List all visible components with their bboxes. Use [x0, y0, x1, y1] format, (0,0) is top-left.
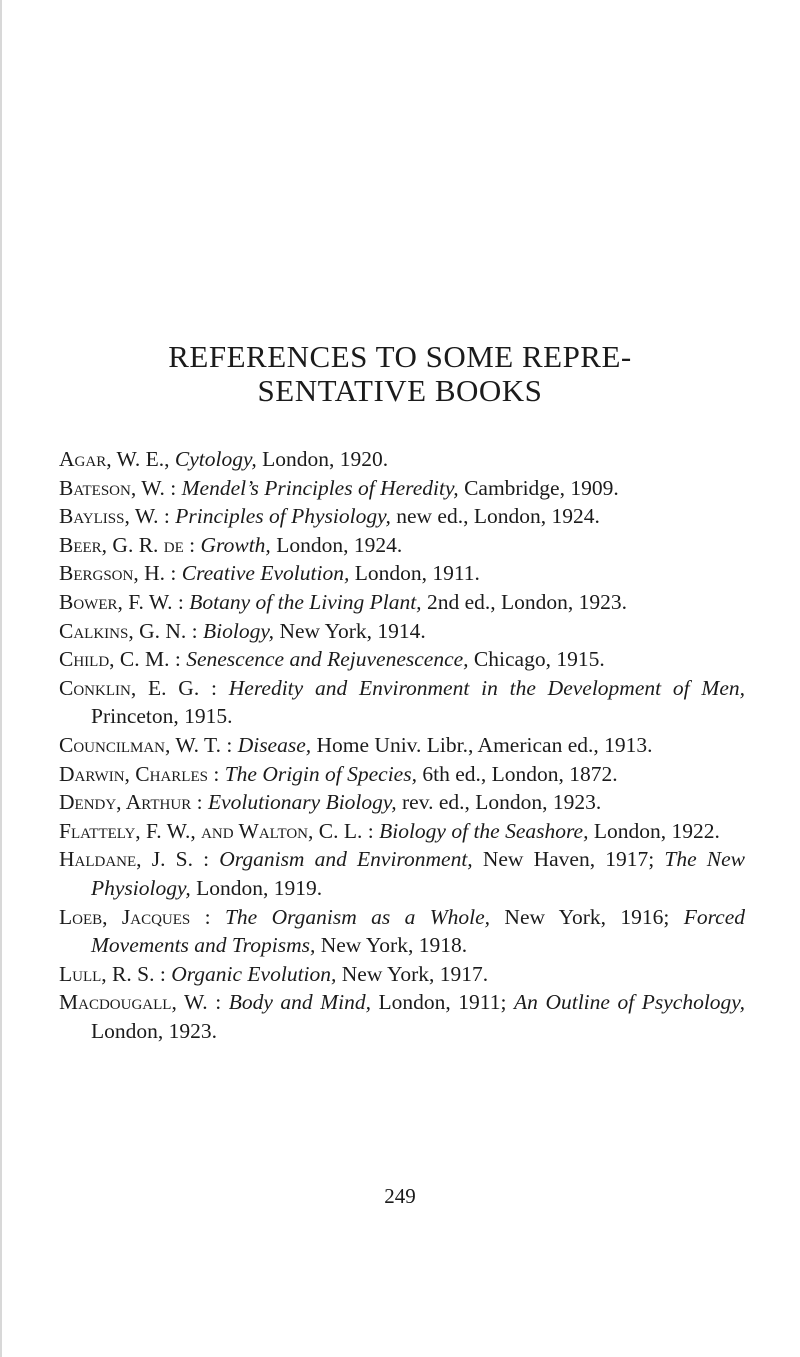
- reference-details: Home Univ. Libr., American ed., 1913.: [311, 732, 653, 757]
- reference-details: new ed., London, 1924.: [390, 504, 600, 529]
- reference-details: 6th ed., London, 1872.: [416, 761, 618, 786]
- reference-author: Haldane, J. S. :: [59, 847, 210, 872]
- reference-author: Lull, R. S. :: [59, 961, 166, 986]
- page-edge: [0, 0, 2, 1357]
- reference-title-second: Forced Movements and Tropisms,: [91, 904, 746, 958]
- reference-title: Body and Mind,: [228, 990, 371, 1015]
- reference-title: Disease,: [237, 732, 312, 757]
- reference-author: Calkins, G. N. :: [59, 618, 198, 643]
- reference-title: Senescence and Rejuvenescence,: [186, 647, 469, 672]
- reference-author: Conklin, E. G. :: [59, 675, 217, 700]
- reference-title: Organic Evolution,: [171, 961, 337, 986]
- reference-title-second: An Outline of Psychology,: [514, 990, 746, 1015]
- reference-entry: [59, 531, 745, 560]
- reference-entry: [59, 988, 745, 1045]
- reference-entry: [59, 760, 745, 789]
- reference-entry: [59, 474, 745, 503]
- reference-details: New York, 1916;: [490, 904, 670, 929]
- reference-author: Dendy, Arthur :: [59, 790, 203, 815]
- reference-details-second: New York, 1918.: [315, 933, 468, 958]
- reference-entry: [59, 960, 745, 989]
- reference-entry: [59, 445, 745, 474]
- page-number: 249: [384, 1184, 416, 1208]
- reference-title: The Organism as a Whole,: [224, 904, 491, 929]
- reference-title: Organism and Environment,: [219, 847, 473, 872]
- page-title: [0, 340, 800, 408]
- reference-details: New York, 1917.: [336, 961, 489, 986]
- reference-list: [59, 445, 745, 1045]
- reference-title: Biology of the Seashore,: [379, 818, 589, 843]
- title-line-1: REFERENCES TO SOME REPRE-: [168, 339, 632, 374]
- reference-details: New Haven, 1917;: [472, 847, 655, 872]
- reference-details: London, 1911;: [370, 990, 507, 1015]
- reference-author: Agar, W. E.,: [59, 447, 170, 471]
- reference-author: Child, C. M. :: [59, 647, 181, 672]
- reference-entry: [59, 788, 745, 817]
- reference-details-second: London, 1923.: [91, 1018, 218, 1043]
- reference-author: Beer, G. R. de :: [59, 532, 196, 557]
- reference-title: The Origin of Species,: [224, 761, 417, 786]
- reference-details: Cambridge, 1909.: [458, 475, 619, 500]
- reference-author: Bayliss, W. :: [59, 504, 170, 529]
- reference-entry: [59, 845, 745, 902]
- reference-author: Flattely, F. W., and Walton, C. L. :: [59, 818, 374, 843]
- reference-title: Biology,: [203, 618, 275, 643]
- reference-author: Bateson, W. :: [59, 475, 177, 500]
- reference-title-second: The New Physiology,: [91, 847, 746, 900]
- reference-author: Bower, F. W. :: [59, 589, 184, 614]
- reference-entry: [59, 559, 745, 588]
- reference-title: Mendel’s Principles of Heredity,: [181, 475, 459, 500]
- reference-entry: [59, 645, 745, 674]
- reference-entry: [59, 817, 745, 846]
- reference-author: Macdougall, W. :: [59, 990, 222, 1015]
- reference-details: rev. ed., London, 1923.: [396, 790, 602, 815]
- reference-entry: [59, 903, 745, 960]
- reference-details: London, 1922.: [588, 818, 720, 843]
- reference-author: Darwin, Charles :: [59, 761, 220, 786]
- reference-details: London, 1920.: [256, 447, 389, 471]
- reference-details: London, 1924.: [270, 532, 403, 557]
- reference-entry: [59, 588, 745, 617]
- reference-author: Bergson, H. :: [59, 561, 177, 586]
- reference-title: Botany of the Living Plant,: [189, 589, 422, 614]
- reference-details: New York, 1914.: [274, 618, 426, 643]
- reference-title: Evolutionary Biology,: [207, 790, 397, 815]
- reference-title: Growth,: [200, 532, 271, 557]
- reference-title: Cytology,: [174, 447, 257, 471]
- reference-details: Princeton, 1915.: [91, 704, 233, 729]
- reference-entry: [59, 502, 745, 531]
- reference-details: Chicago, 1915.: [468, 647, 605, 672]
- reference-title: Principles of Physiology,: [175, 504, 391, 529]
- reference-entry: [59, 731, 745, 760]
- reference-entry: [59, 617, 745, 646]
- reference-title: Creative Evolution,: [181, 561, 350, 586]
- title-line-2: SENTATIVE BOOKS: [257, 373, 543, 408]
- reference-author: Councilman, W. T. :: [59, 732, 233, 757]
- reference-entry: [59, 674, 745, 731]
- reference-title: Heredity and Environment in the Development of Men,: [228, 675, 745, 700]
- reference-details: London, 1911.: [349, 561, 480, 586]
- reference-details-second: London, 1919.: [190, 875, 323, 900]
- reference-details: 2nd ed., London, 1923.: [421, 589, 627, 614]
- reference-author: Loeb, Jacques :: [59, 904, 211, 929]
